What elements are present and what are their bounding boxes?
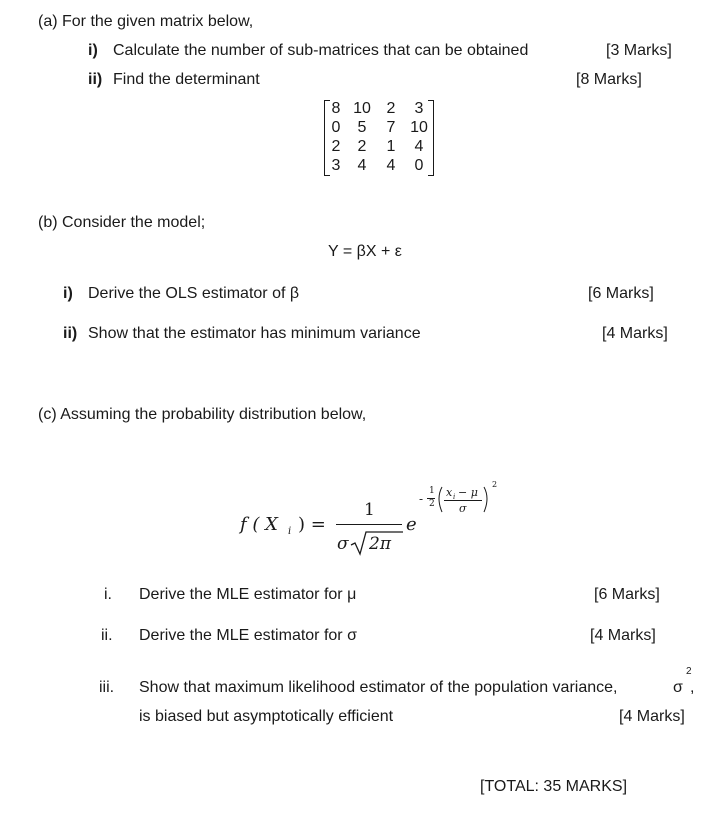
matrix-cell: 8 [331, 100, 341, 117]
matrix-cell: 4 [357, 157, 367, 174]
matrix-cell: 10 [353, 100, 371, 117]
formula-denominator-root: 2π [369, 534, 391, 554]
matrix-cell: 2 [331, 138, 341, 155]
formula-exponent-sign: - [419, 492, 424, 506]
part-b-q2-text: Show that the estimator has minimum variance [88, 325, 421, 342]
formula-inner-numerator-subscript: i [453, 493, 456, 501]
matrix-cell: 7 [386, 119, 396, 136]
matrix-cell: 0 [414, 157, 424, 174]
part-c-q3-marks: [4 Marks] [619, 708, 685, 725]
formula-denominator-sigma: σ [337, 534, 349, 554]
matrix-cell: 0 [331, 119, 341, 136]
model-equation: Y = βX + ε [328, 243, 402, 260]
part-a-heading: (a) For the given matrix below, [38, 13, 254, 30]
part-a-q1-number: i) [88, 42, 98, 59]
matrix-cell: 2 [357, 138, 367, 155]
formula-exponent-fraction-den: 2 [429, 499, 435, 509]
matrix-cell: 3 [331, 157, 341, 174]
part-c-q1-text: Derive the MLE estimator for μ [139, 586, 357, 603]
part-b-q2-marks: [4 Marks] [602, 325, 668, 342]
formula-lhs-close: ) = [298, 514, 326, 535]
part-a-q2-marks: [8 Marks] [576, 71, 642, 88]
formula-fraction-bar [336, 524, 402, 525]
formula-base: e [406, 514, 417, 535]
matrix-cell: 2 [386, 100, 396, 117]
part-c-q1-number: i. [104, 586, 112, 603]
part-b-q2-number: ii) [63, 325, 78, 342]
part-a-q2-number: ii) [88, 71, 103, 88]
part-c-q1-marks: [6 Marks] [594, 586, 660, 603]
part-c-q3-comma: , [690, 679, 695, 696]
pdf-formula [240, 480, 520, 564]
part-c-q3-number: iii. [99, 679, 115, 696]
part-b-q1-marks: [6 Marks] [588, 285, 654, 302]
formula-lhs-subscript: i [288, 526, 292, 537]
formula-inner-denominator: σ [459, 502, 467, 515]
formula-exponent-fraction-num: 1 [429, 486, 435, 496]
part-c-q3-text-line2: is biased but asymptotically efficient [139, 708, 394, 725]
matrix-cell: 4 [414, 138, 424, 155]
matrix-cell: 4 [386, 157, 396, 174]
matrix-cell: 1 [386, 138, 396, 155]
part-c-heading: (c) Assuming the probability distribution below, [38, 406, 367, 423]
part-c-q2-marks: [4 Marks] [590, 627, 656, 644]
part-c-q3-sigma: σ [673, 679, 683, 696]
part-b-q1-number: i) [63, 285, 73, 302]
formula-power: 2 [492, 480, 498, 489]
part-c-q3-text-line1: Show that maximum likelihood estimator of the population variance, [139, 679, 618, 696]
part-a-q1-marks: [3 Marks] [606, 42, 672, 59]
total-marks: [TOTAL: 35 MARKS] [480, 778, 628, 795]
part-a-q1-text: Calculate the number of sub-matrices that can be obtained [113, 42, 529, 59]
part-b-heading: (b) Consider the model; [38, 214, 206, 231]
part-b-q1-text: Derive the OLS estimator of β [88, 285, 300, 302]
formula-inner-numerator-rest: − μ [458, 486, 478, 499]
formula-inner-fraction-bar [444, 500, 482, 501]
formula-lhs: f ( X [240, 514, 278, 535]
matrix-cell: 3 [414, 100, 424, 117]
part-c-q3-sigma-superscript: 2 [686, 666, 692, 677]
formula-inner-numerator: x [446, 486, 453, 499]
part-c-q2-number: ii. [101, 627, 113, 644]
formula-numerator: 1 [364, 500, 375, 520]
matrix-cell: 10 [410, 119, 428, 136]
part-a-q2-text: Find the determinant [113, 71, 260, 88]
matrix-cell: 5 [357, 119, 367, 136]
matrix [324, 100, 434, 176]
part-c-q2-text: Derive the MLE estimator for σ [139, 627, 357, 644]
